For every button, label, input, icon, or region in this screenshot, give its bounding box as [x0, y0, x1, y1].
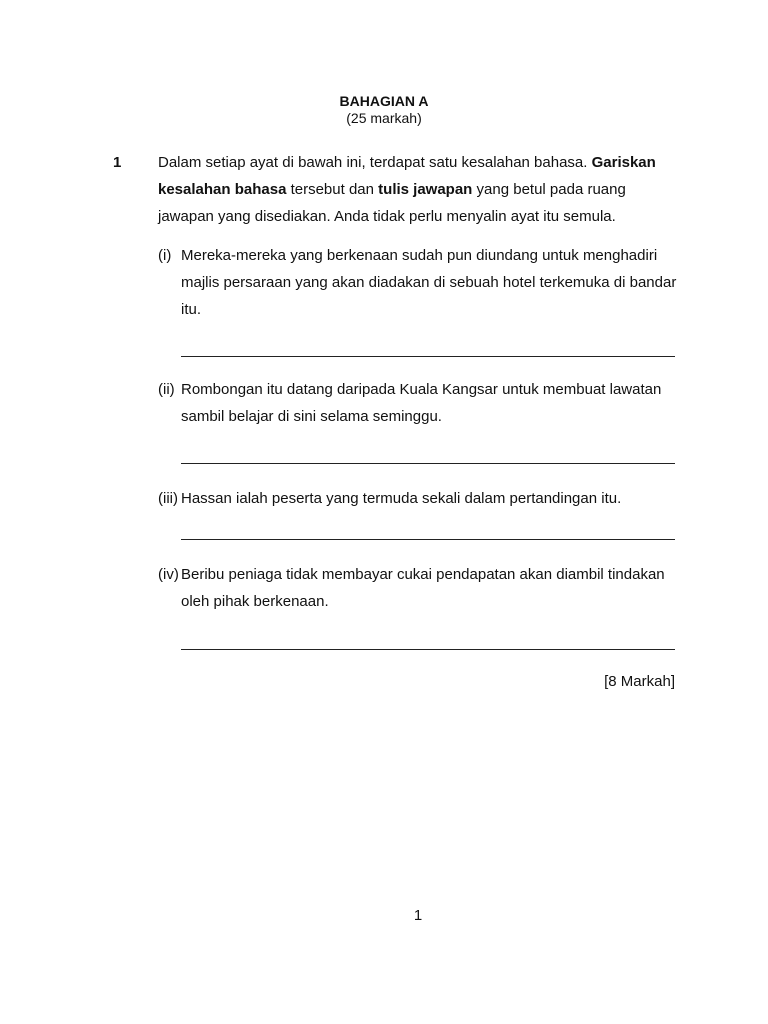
question-number: 1 — [113, 154, 122, 171]
instruction-bold1: Gariskan kesalahan bahasa — [158, 154, 656, 198]
answer-line-iv[interactable] — [181, 649, 675, 650]
answer-line-i[interactable] — [181, 356, 675, 357]
item-text-iv: Beribu peniaga tidak membayar cukai pendapatan akan diambil tindakan oleh pihak berkenaan. — [181, 566, 665, 610]
instruction-part3: yang betul pada ruang jawapan yang disediakan. Anda tidak perlu menyalin ayat itu semula. — [158, 181, 626, 225]
item-text-iii: Hassan ialah peserta yang termuda sekali dalam pertandingan itu. — [181, 490, 622, 507]
answer-line-ii[interactable] — [181, 463, 675, 464]
question-instruction — [158, 149, 678, 230]
item-label-ii: (ii) — [158, 381, 175, 398]
item-text-i: Mereka-mereka yang berkenaan sudah pun diundang untuk menghadiri majlis persaraan yang akan diadakan di sebuah hotel terkemuka di bandar itu. — [181, 247, 677, 318]
page-number: 1 — [413, 907, 423, 924]
instruction-part2: tersebut dan — [286, 181, 379, 198]
item-label-i: (i) — [158, 247, 172, 264]
instruction-bold2: tulis jawapan — [378, 181, 473, 198]
total-marks: [8 Markah] — [604, 673, 675, 690]
item-label-iii: (iii) — [158, 490, 178, 507]
section-title: BAHAGIAN A — [339, 93, 429, 109]
item-label-iv: (iv) — [158, 566, 179, 583]
instruction-part1: Dalam setiap ayat di bawah ini, terdapat satu kesalahan bahasa. — [158, 154, 592, 171]
answer-line-iii[interactable] — [181, 539, 675, 540]
section-marks: (25 markah) — [346, 110, 422, 126]
item-text-ii: Rombongan itu datang daripada Kuala Kangsar untuk membuat lawatan sambil belajar di sini selama seminggu. — [181, 381, 662, 425]
